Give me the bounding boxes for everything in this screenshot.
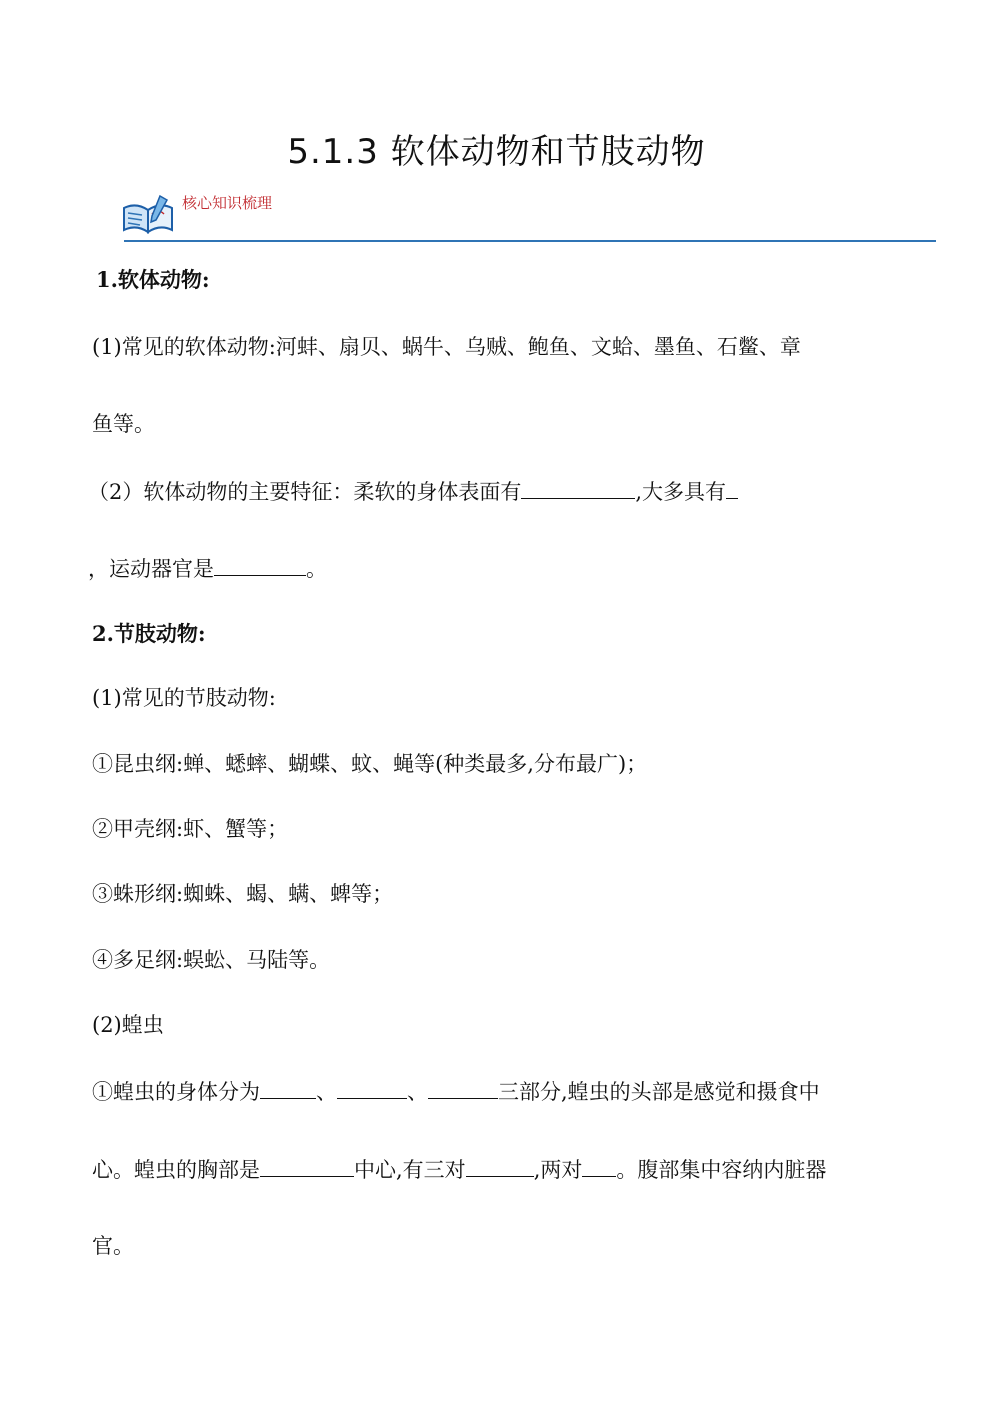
section-banner bbox=[120, 186, 936, 246]
text-segment: 中心,有三对 bbox=[354, 1158, 466, 1182]
text-segment: ①蝗虫的身体分为 bbox=[92, 1080, 260, 1104]
text-segment: 、 bbox=[407, 1080, 428, 1104]
mollusk-features-line2 bbox=[88, 553, 327, 583]
fill-blank[interactable] bbox=[260, 1076, 316, 1099]
heading-mollusks: 1.软体动物: bbox=[96, 267, 210, 292]
mollusk-features-line1 bbox=[88, 476, 738, 506]
text-segment: 。腹部集中容纳内脏器 bbox=[616, 1158, 827, 1182]
text-segment: 心。蝗虫的胸部是 bbox=[92, 1158, 260, 1182]
divider-rule bbox=[124, 240, 936, 242]
text-segment: ，运动器官是 bbox=[88, 557, 214, 581]
list-item-myriapoda: ④多足纲:蜈蚣、马陆等。 bbox=[92, 948, 331, 972]
book-icon bbox=[120, 194, 176, 236]
page-title: 5.1.3 软体动物和节肢动物 bbox=[287, 132, 706, 172]
section-label: 核心知识梳理 bbox=[182, 194, 273, 212]
list-item-arachnida: ③蛛形纲:蜘蛛、蝎、螨、蜱等； bbox=[92, 882, 394, 906]
mollusk-examples-line1: (1)常见的软体动物:河蚌、扇贝、蜗牛、乌贼、鲍鱼、文蛤、墨鱼、石鳖、章 bbox=[92, 335, 801, 359]
fill-blank[interactable] bbox=[466, 1154, 534, 1177]
text-segment: 三部分,蝗虫的头部是感觉和摄食中 bbox=[498, 1080, 820, 1104]
list-item-crustacea: ②甲壳纲:虾、蟹等； bbox=[92, 817, 289, 841]
locust-question-line2 bbox=[92, 1154, 826, 1184]
mollusk-examples-line2: 鱼等。 bbox=[92, 412, 155, 436]
text-segment: 、 bbox=[316, 1080, 337, 1104]
fill-blank[interactable] bbox=[337, 1076, 407, 1099]
arthropod-examples-intro: (1)常见的节肢动物: bbox=[92, 686, 276, 710]
text-segment: ,大多具有 bbox=[635, 480, 727, 504]
text-segment: 。 bbox=[306, 557, 327, 581]
text-segment: ,两对 bbox=[533, 1158, 583, 1182]
locust-question-line1 bbox=[92, 1076, 820, 1106]
list-item-insecta: ①昆虫纲:蝉、蟋蟀、蝴蝶、蚊、蝇等(种类最多,分布最广)； bbox=[92, 752, 648, 776]
fill-blank[interactable] bbox=[260, 1154, 354, 1177]
fill-blank[interactable] bbox=[582, 1154, 616, 1177]
fill-blank[interactable] bbox=[214, 553, 306, 576]
heading-arthropods: 2.节肢动物: bbox=[92, 621, 206, 646]
text-segment: （2）软体动物的主要特征：柔软的身体表面有 bbox=[88, 480, 522, 504]
fill-blank[interactable] bbox=[521, 476, 635, 499]
locust-subheading: (2)蝗虫 bbox=[92, 1013, 164, 1037]
fill-blank[interactable] bbox=[726, 476, 738, 499]
fill-blank[interactable] bbox=[428, 1076, 498, 1099]
locust-question-line3: 官。 bbox=[92, 1234, 134, 1258]
